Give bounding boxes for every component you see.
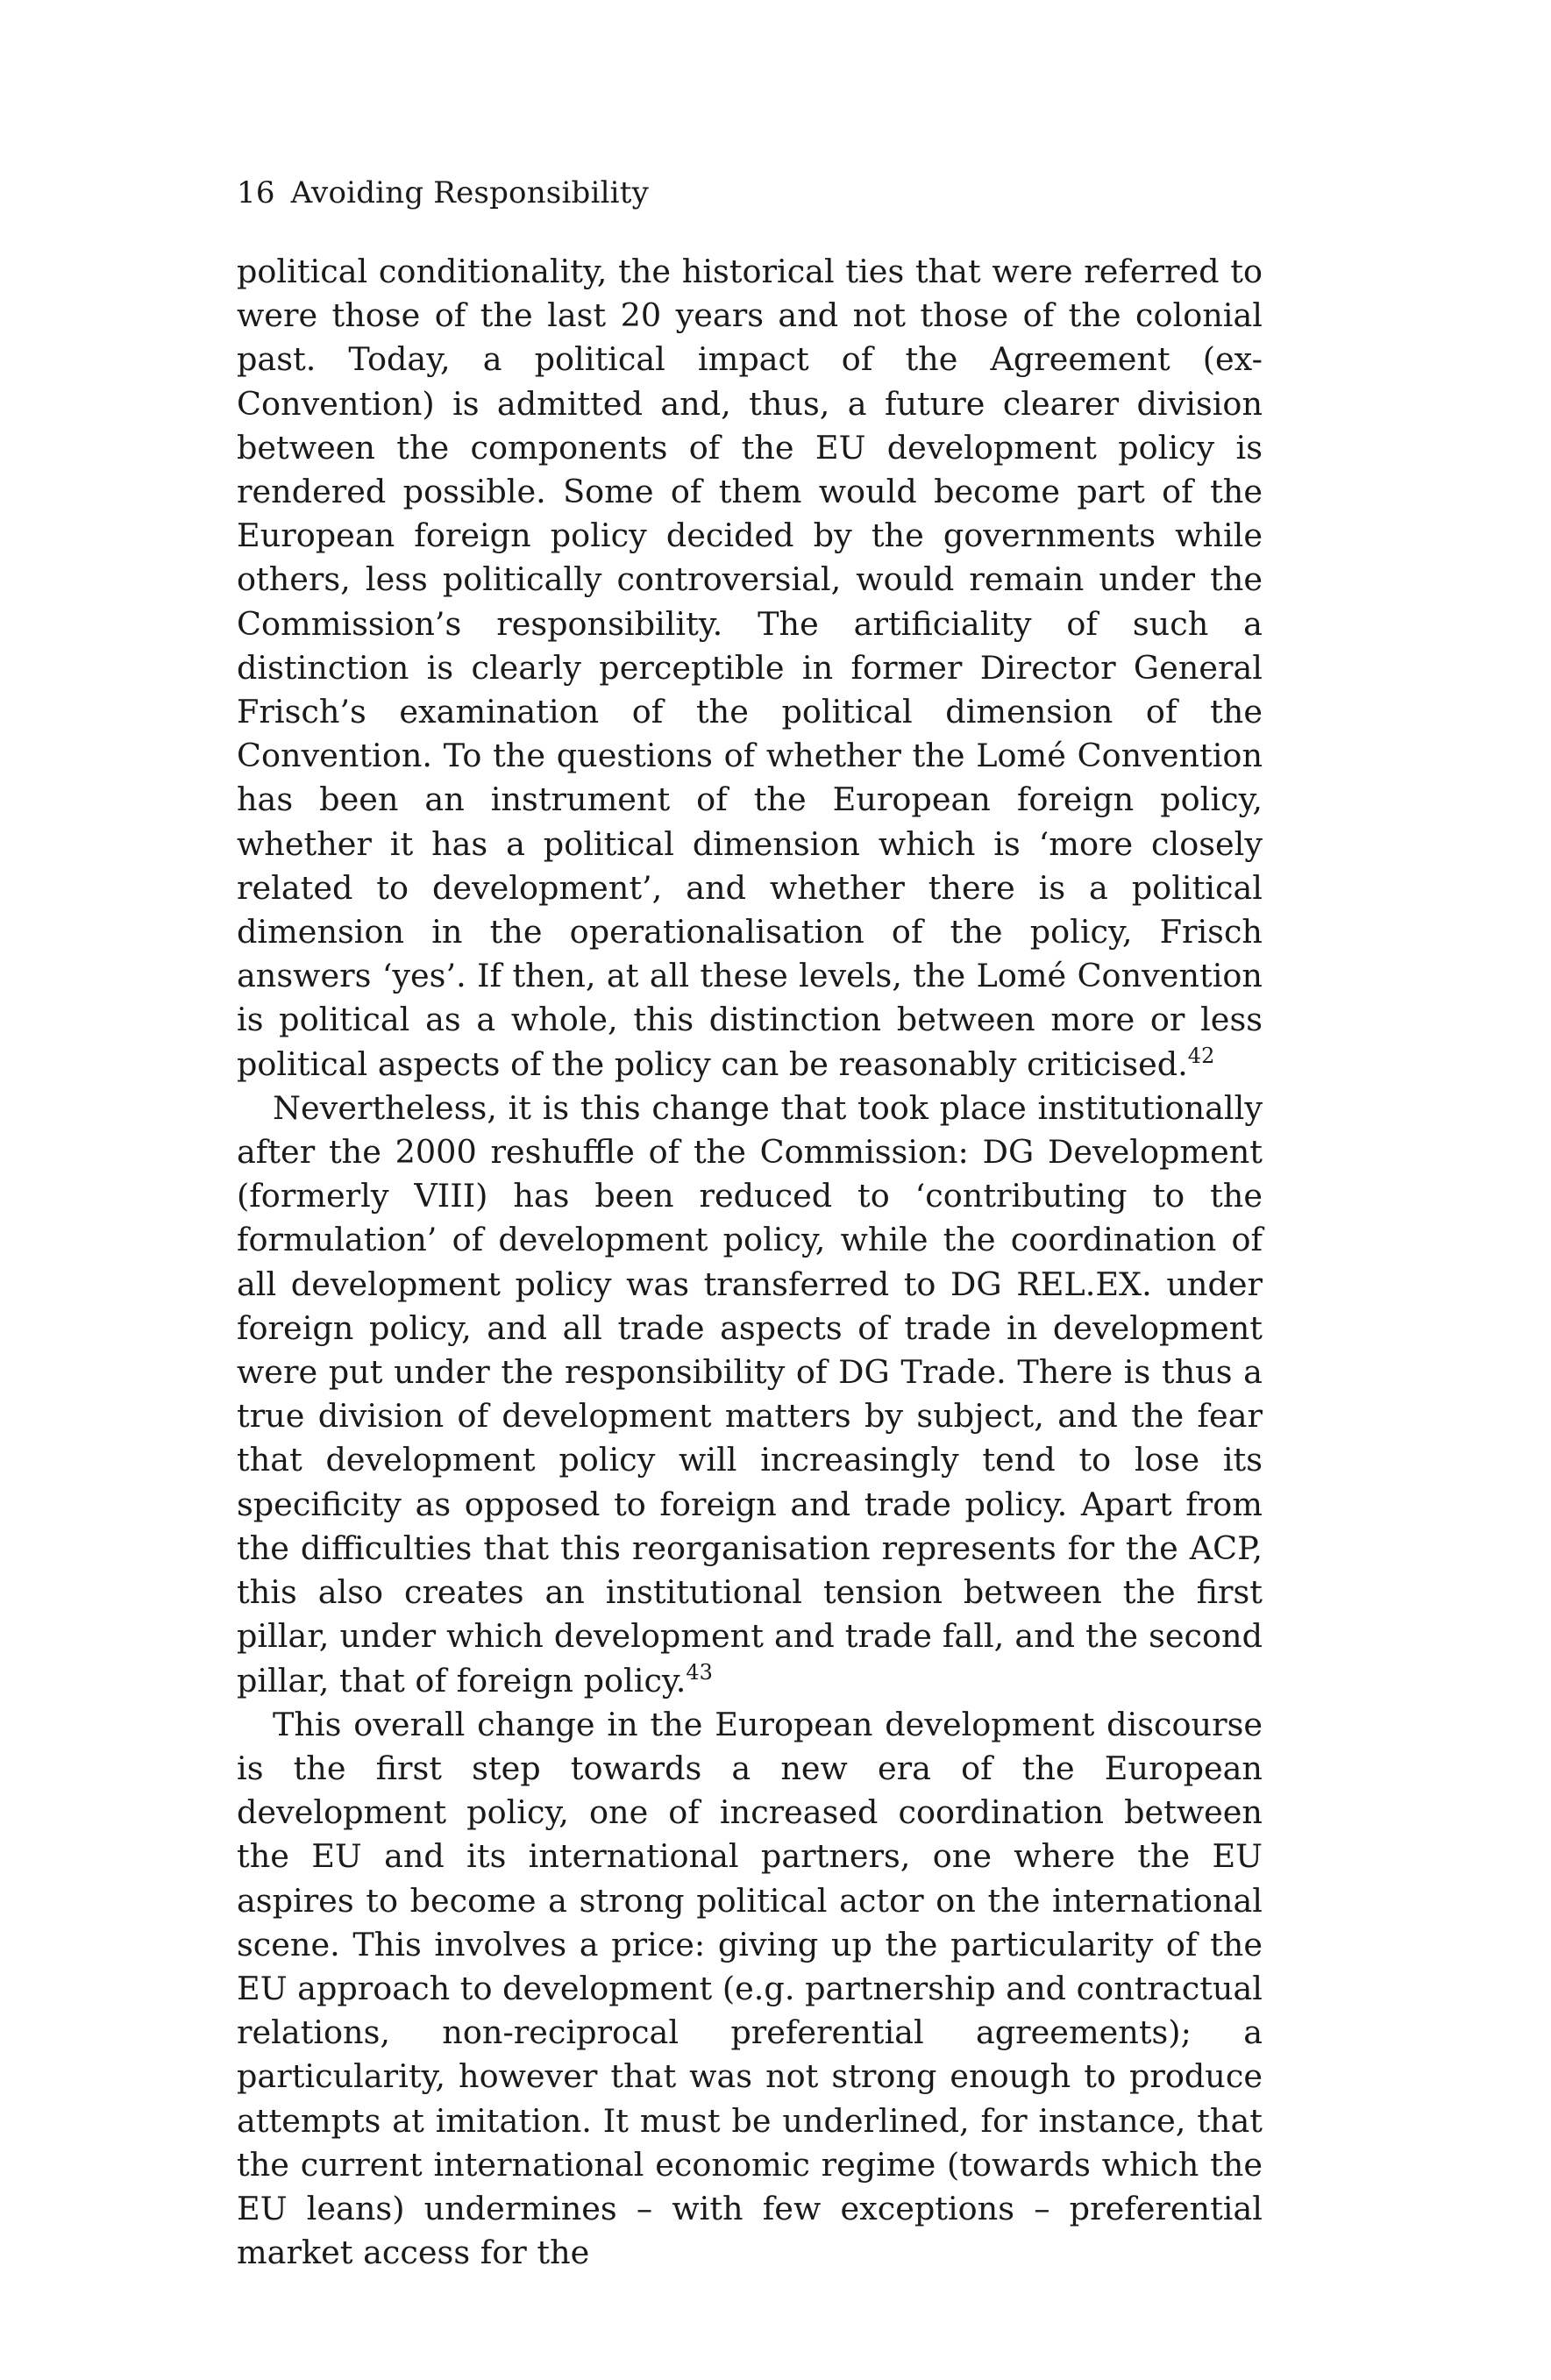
- footnote-reference: 43: [686, 1659, 713, 1685]
- paragraph: [237, 1087, 1263, 1703]
- paragraph: [237, 1703, 1263, 2276]
- paragraph: [237, 250, 1263, 1087]
- paragraph-text: This overall change in the European development discourse is the first step towards a new era of the European development policy, one of increased coordination between the EU and its international partners, one where the EU aspires to become a strong political actor on the international scene. This involves a price: giving up the particularity of the EU approach to development (e.g. partnership and contractual relations, non-reciprocal preferential agreements); a particularity, however that was not strong enough to produce attempts at imitation. It must be underlined, for instance, that the current international economic regime (towards which the EU leans) undermines – with few exceptions – preferential market access for the: [237, 1705, 1263, 2272]
- paragraph-text: Nevertheless, it is this change that took place institutionally after the 2000 reshuffle of the Commission: DG Development (formerly VIII) has been reduced to ‘contributing to the formulation’ of development policy, while the coordination of all development policy was transferred to DG REL.EX. under foreign policy, and all trade aspects of trade in development were put under the responsibility of DG Trade. There is thus a true division of development matters by subject, and the fear that development policy will increasingly tend to lose its specificity as opposed to foreign and trade policy. Apart from the difficulties that this reorganisation represents for the ACP, this also creates an institutional tension between the first pillar, under which development and trade fall, and the second pillar, that of foreign policy.: [237, 1088, 1263, 1699]
- body-text: [237, 250, 1263, 2275]
- footnote-reference: 42: [1187, 1043, 1215, 1068]
- page-number: 16: [237, 175, 275, 210]
- running-head: [237, 174, 649, 212]
- running-head-title: Avoiding Responsibility: [290, 175, 649, 210]
- paragraph-text: political conditionality, the historical ties that were referred to were those of the last 20 years and not those of the colonial past. Today, a political impact of the Agreement (ex-Convention) is admitted and, thus, a future clearer division between the components of the EU development policy is rendered possible. Some of them would become part of the European foreign policy decided by the governments while others, less politically controversial, would remain under the Commission’s responsibility. The artificiality of such a distinction is clearly perceptible in former Director General Frisch’s examination of the political dimension of the Convention. To the questions of whether the Lomé Convention has been an instrument of the European foreign policy, whether it has a political dimension which is ‘more closely related to development’, and whether there is a political dimension in the operationalisation of the policy, Frisch answers ‘yes’. If then, at all these levels, the Lomé Convention is political as a whole, this distinction between more or less political aspects of the policy can be reasonably criticised.: [237, 253, 1263, 1083]
